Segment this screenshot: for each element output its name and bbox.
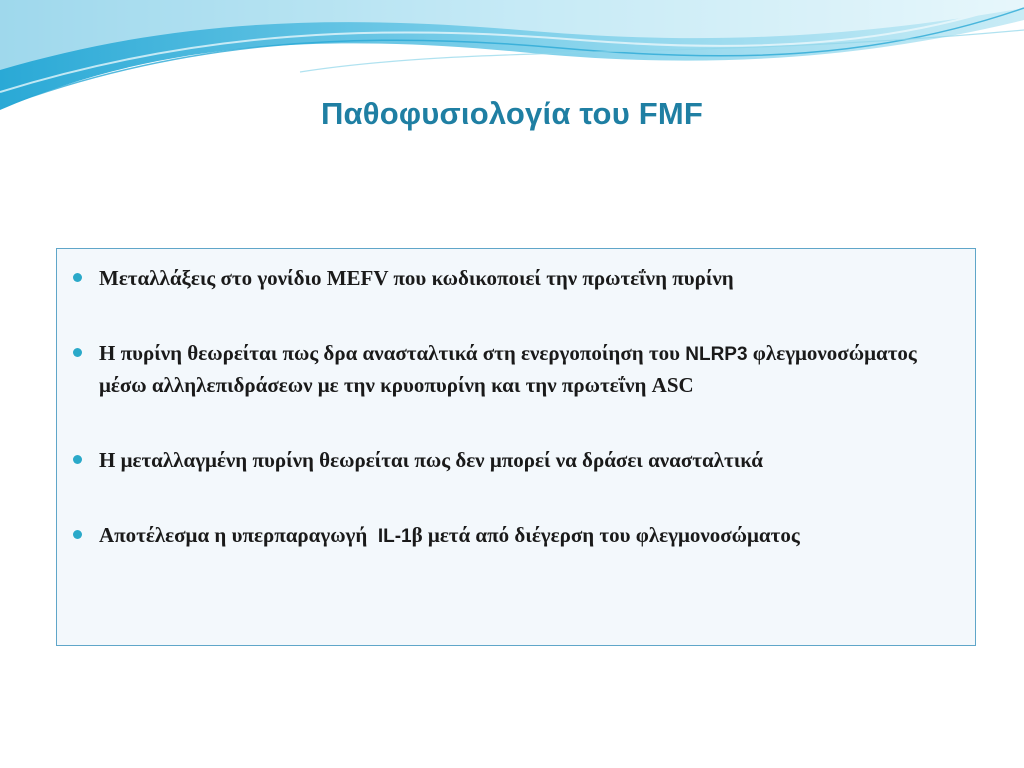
bullet-text-part: β μετά από διέγερση του φλεγμονοσώματος [411, 523, 800, 547]
bullet-term: IL-1 [377, 526, 412, 547]
bullet-list [71, 263, 935, 552]
bullet-dot-icon [73, 273, 82, 282]
content-box [56, 248, 976, 646]
bullet-item-2 [71, 338, 935, 400]
bullet-dot-icon [73, 348, 82, 357]
bullet-text-part: Αποτέλεσμα η υπερπαραγωγή [99, 523, 378, 547]
bullet-text-part: Η πυρίνη θεωρείται πως δρα ανασταλτικά στη ενεργοποίηση του [99, 341, 686, 365]
bullet-text: Μεταλλάξεις στο γονίδιο MEFV που κωδικοποιεί την πρωτεΐνη πυρίνη [99, 266, 734, 290]
bullet-item-1 [71, 263, 935, 293]
bullet-text: Η μεταλλαγμένη πυρίνη θεωρείται πως δεν μπορεί να δράσει ανασταλτικά [99, 448, 763, 472]
bullet-text-part: φλεγμονοσώματος μέσω αλληλεπιδράσεων με την κρυοπυρίνη και την πρωτεΐνη ASC [99, 341, 917, 397]
bullet-item-3 [71, 445, 935, 475]
bullet-item-4 [71, 520, 935, 552]
bullet-term: NLRP3 [685, 344, 748, 365]
bullet-dot-icon [73, 455, 82, 464]
bullet-dot-icon [73, 530, 82, 539]
slide-title: Παθοφυσιολογία του FMF [320, 96, 704, 131]
